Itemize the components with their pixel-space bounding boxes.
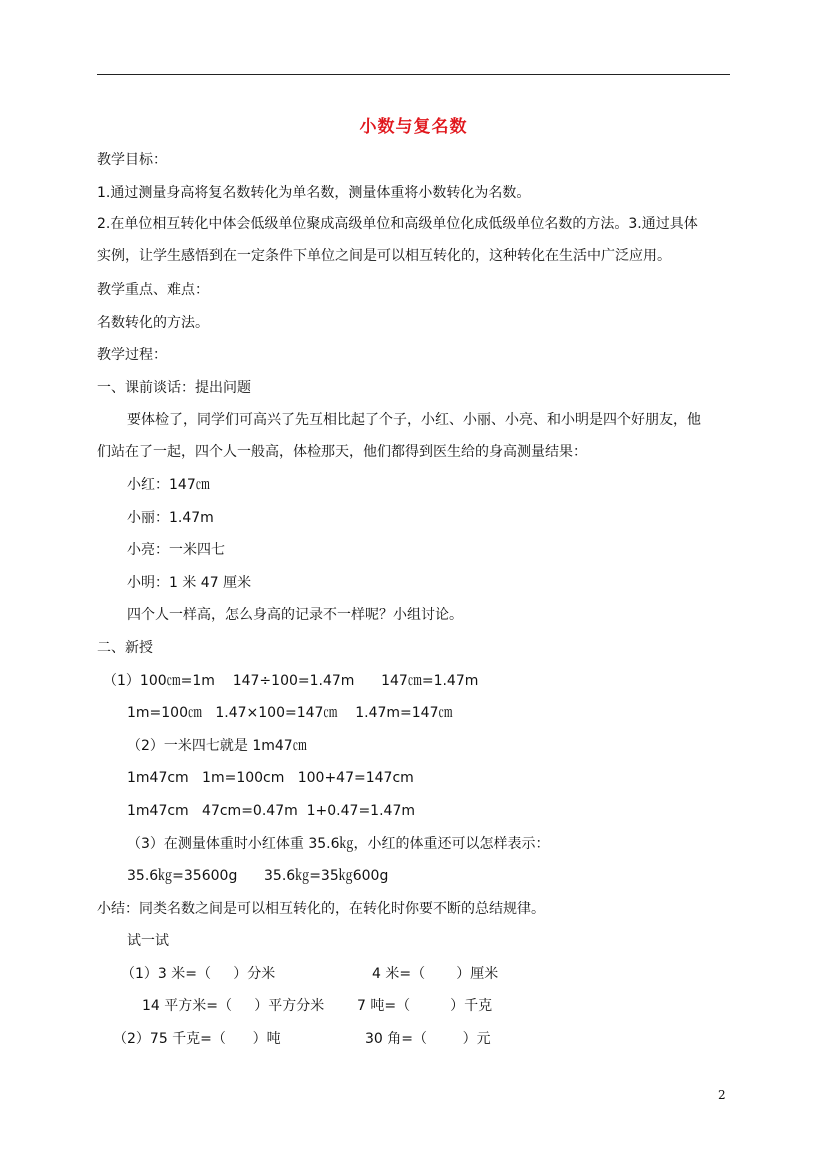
summary: 小结：同类名数之间是可以相互转化的，在转化时你要不断的总结规律。 <box>97 901 545 917</box>
example-1-line-1: （1）100㎝=1m 147÷100=1.47m 147㎝=1.47m <box>103 673 479 689</box>
example-2-line-2: 1m47cm 47cm=0.47m 1+0.47=1.47m <box>127 803 415 819</box>
discussion-question: 四个人一样高，怎么身高的记录不一样呢？小组讨论。 <box>127 607 463 623</box>
goal-2-line-2: 实例，让学生感悟到在一定条件下单位之间是可以相互转化的，这种转化在生活中广泛应用。 <box>97 248 671 264</box>
result-xiaoliang: 小亮：一米四七 <box>127 542 225 558</box>
goal-1: 1.通过测量身高将复名数转化为单名数，测量体重将小数转化为名数。 <box>97 185 531 201</box>
section-1-heading: 一、课前谈话：提出问题 <box>97 380 251 396</box>
result-xiaohong: 小红：147㎝ <box>127 477 210 493</box>
page-number: 2 <box>718 1088 726 1102</box>
practice-heading: 试一试 <box>127 933 169 949</box>
example-1-line-2: 1m=100㎝ 1.47×100=147㎝ 1.47m=147㎝ <box>127 705 453 721</box>
example-3-heading: （3）在测量体重时小红体重 35.6㎏，小红的体重还可以怎样表示： <box>127 836 550 852</box>
page-title: 小数与复名数 <box>359 117 468 137</box>
example-2-line-1: 1m47cm 1m=100cm 100+47=147cm <box>127 770 414 786</box>
goal-2-line-1: 2.在单位相互转化中体会低级单位聚成高级单位和高级单位化成低级单位名数的方法。3.通过具体 <box>97 216 698 232</box>
goals-heading: 教学目标： <box>97 152 167 168</box>
example-3-line: 35.6㎏=35600g 35.6㎏=35㎏600g <box>127 868 389 884</box>
example-2-heading: （2）一米四七就是 1m47㎝ <box>127 738 307 754</box>
intro-paragraph-line-2: 们站在了一起，四个人一般高，体检那天，他们都得到医生给的身高测量结果： <box>97 444 587 460</box>
exercise-2a: （2）75 千克=（ ）吨 <box>113 1031 281 1047</box>
exercise-1c: 14 平方米=（ ）平方分米 <box>142 998 325 1014</box>
intro-paragraph-line-1: 要体检了，同学们可高兴了先互相比起了个子，小红、小丽、小亮、和小明是四个好朋友，他 <box>127 412 701 428</box>
key-points-heading: 教学重点、难点： <box>97 282 209 298</box>
exercise-1d: 7 吨=（ ）千克 <box>357 998 493 1014</box>
exercise-2b: 30 角=（ ）元 <box>365 1031 491 1047</box>
exercise-1b: 4 米=（ ）厘米 <box>372 966 499 982</box>
result-xiaoli: 小丽：1.47m <box>127 510 214 526</box>
section-2-heading: 二、新授 <box>97 640 153 656</box>
key-points: 名数转化的方法。 <box>97 315 209 331</box>
exercise-1a: （1）3 米=（ ）分米 <box>121 966 276 982</box>
header-rule <box>97 74 730 75</box>
process-heading: 教学过程： <box>97 347 167 363</box>
result-xiaoming: 小明：1 米 47 厘米 <box>127 575 252 591</box>
